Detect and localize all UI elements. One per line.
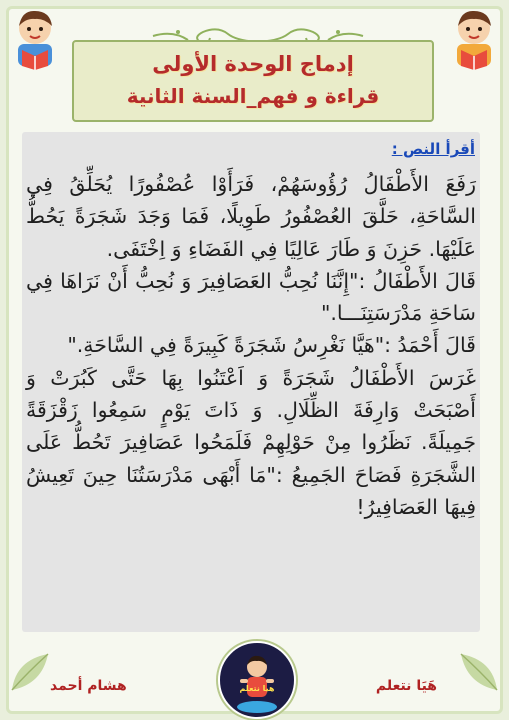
leaf-ornament-icon-left [8, 650, 52, 694]
story-text [26, 168, 476, 523]
brand-name: هَيَا نتعلم [375, 678, 437, 694]
reading-child-icon-right [441, 6, 507, 72]
reading-child-icon-left [2, 6, 68, 72]
channel-logo [218, 641, 296, 719]
unit-title: إدماج الوحدة الأولى [152, 52, 354, 76]
story-paragraph-2: قَالَ الأَطْفَالُ :"إِنَّنَا نُحِبُّ العَصَافِيرَ وَ نُحِبُّ أَنْ نَرَاهَا فِي سَاحَةِ مَدْرَسَتِنَـــا." [26, 268, 476, 326]
section-label: أقرأ النص : [391, 140, 475, 158]
story-paragraph-1: رَفَعَ الأَطْفَالُ رُؤُوسَهُمْ، فَرَأَوْا عُصْفُورًا يُحَلِّقُ فِي السَّاحَةِ، حَلَّقَ العُصْفُورُ طَوِيلًا، فَمَا وَجَدَ شَجَرَةً يَحُطُّ عَلَيْهَا. حَزِنَ وَ طَارَ عَالِيًا فِي الفَضَاءِ وَ اِخْتَفَى. [26, 172, 476, 261]
logo-caption: هيا نتعلم [239, 684, 275, 693]
author-name: هشام أحمد [50, 678, 127, 694]
child-mascot-icon [220, 643, 294, 717]
subject-subtitle: قراءة و فهم_السنة الثانية [126, 84, 380, 108]
leaf-ornament-icon-right [457, 650, 501, 694]
title-box [72, 40, 434, 122]
story-paragraph-4: غَرَسَ الأَطْفَالُ شَجَرَةً وَ اَعْتَنُوا بِهَا حَتَّى كَبُرَتْ وَ أَصْبَحَتْ وَارِفَةَ الظِّلَالِ. وَ ذَاتَ يَوْمٍ سَمِعُوا زَقْزَقَةً جَمِيلَةً. نَظَرُوا مِنْ حَوْلِهِمْ فَلَمَحُوا عَصَافِيرَ تَحُطُّ عَلَى الشَّجَرَةِ فَصَاحَ الجَمِيعُ :"مَا أَبْهَى مَدْرَسَتُنَا حِينَ تَعِيشُ فِيهَا العَصَافِيرُ! [26, 365, 476, 519]
story-paragraph-3: قَالَ أَحْمَدُ :"هَيَّا نَغْرِسُ شَجَرَةً كَبِيرَةً فِي السَّاحَةِ." [67, 333, 476, 358]
